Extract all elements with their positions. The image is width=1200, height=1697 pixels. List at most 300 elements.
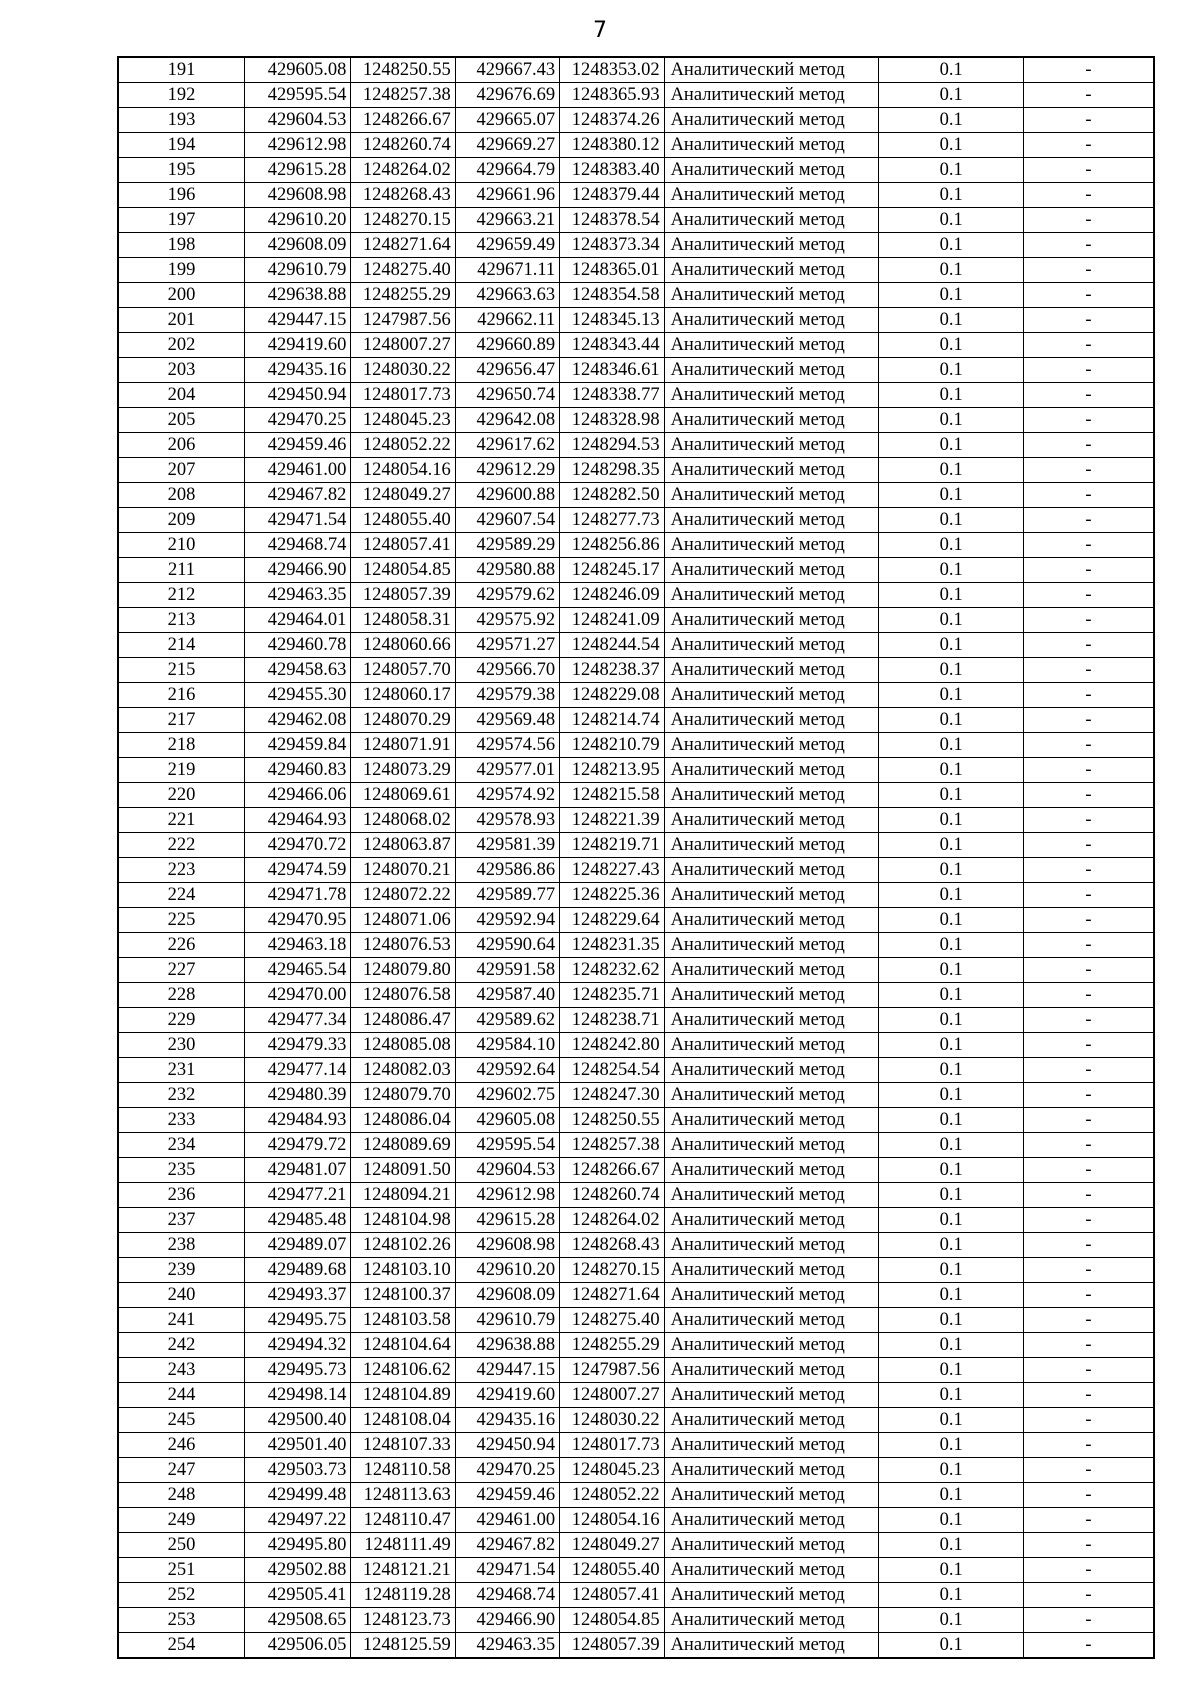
table-row [118, 408, 1154, 433]
x1-cell: 429462.08 [244, 708, 350, 733]
accuracy-cell: 0.1 [879, 1158, 1024, 1183]
accuracy-cell: 0.1 [879, 558, 1024, 583]
method-cell: Аналитический метод [664, 558, 879, 583]
method-cell: Аналитический метод [664, 1458, 879, 1483]
table-row [118, 133, 1154, 158]
x1-cell: 429610.79 [244, 258, 350, 283]
y1-cell: 1248123.73 [351, 1608, 455, 1633]
point-number-cell: 241 [118, 1308, 244, 1333]
note-cell: - [1023, 458, 1154, 483]
x1-cell: 429470.25 [244, 408, 350, 433]
x2-cell: 429471.54 [455, 1558, 559, 1583]
note-cell: - [1023, 433, 1154, 458]
y1-cell: 1248054.16 [351, 458, 455, 483]
x1-cell: 429608.98 [244, 183, 350, 208]
accuracy-cell: 0.1 [879, 1108, 1024, 1133]
accuracy-cell: 0.1 [879, 958, 1024, 983]
accuracy-cell: 0.1 [879, 1583, 1024, 1608]
x2-cell: 429584.10 [455, 1033, 559, 1058]
x1-cell: 429479.33 [244, 1033, 350, 1058]
point-number-cell: 247 [118, 1458, 244, 1483]
method-cell: Аналитический метод [664, 458, 879, 483]
y1-cell: 1248110.47 [351, 1508, 455, 1533]
method-cell: Аналитический метод [664, 1558, 879, 1583]
x2-cell: 429470.25 [455, 1458, 559, 1483]
x1-cell: 429465.54 [244, 958, 350, 983]
point-number-cell: 244 [118, 1383, 244, 1408]
accuracy-cell: 0.1 [879, 108, 1024, 133]
note-cell: - [1023, 1633, 1154, 1659]
method-cell: Аналитический метод [664, 1358, 879, 1383]
table-row [118, 558, 1154, 583]
y2-cell: 1248374.26 [560, 108, 664, 133]
x2-cell: 429617.62 [455, 433, 559, 458]
accuracy-cell: 0.1 [879, 1383, 1024, 1408]
x1-cell: 429480.39 [244, 1083, 350, 1108]
accuracy-cell: 0.1 [879, 208, 1024, 233]
accuracy-cell: 0.1 [879, 1558, 1024, 1583]
point-number-cell: 243 [118, 1358, 244, 1383]
y1-cell: 1248070.21 [351, 858, 455, 883]
table-row [118, 608, 1154, 633]
y2-cell: 1248328.98 [560, 408, 664, 433]
y2-cell: 1248275.40 [560, 1308, 664, 1333]
x1-cell: 429477.21 [244, 1183, 350, 1208]
y2-cell: 1248380.12 [560, 133, 664, 158]
note-cell: - [1023, 833, 1154, 858]
y2-cell: 1248049.27 [560, 1533, 664, 1558]
note-cell: - [1023, 883, 1154, 908]
note-cell: - [1023, 1608, 1154, 1633]
accuracy-cell: 0.1 [879, 508, 1024, 533]
accuracy-cell: 0.1 [879, 1233, 1024, 1258]
x2-cell: 429590.64 [455, 933, 559, 958]
method-cell: Аналитический метод [664, 1283, 879, 1308]
note-cell: - [1023, 658, 1154, 683]
point-number-cell: 235 [118, 1158, 244, 1183]
point-number-cell: 254 [118, 1633, 244, 1659]
y1-cell: 1248264.02 [351, 158, 455, 183]
accuracy-cell: 0.1 [879, 683, 1024, 708]
y1-cell: 1248111.49 [351, 1533, 455, 1558]
point-number-cell: 209 [118, 508, 244, 533]
x1-cell: 429470.72 [244, 833, 350, 858]
table-row [118, 983, 1154, 1008]
accuracy-cell: 0.1 [879, 658, 1024, 683]
point-number-cell: 199 [118, 258, 244, 283]
table-row [118, 1033, 1154, 1058]
table-row [118, 1058, 1154, 1083]
y1-cell: 1248079.70 [351, 1083, 455, 1108]
point-number-cell: 220 [118, 783, 244, 808]
note-cell: - [1023, 608, 1154, 633]
accuracy-cell: 0.1 [879, 483, 1024, 508]
note-cell: - [1023, 958, 1154, 983]
point-number-cell: 246 [118, 1433, 244, 1458]
point-number-cell: 223 [118, 858, 244, 883]
y2-cell: 1248294.53 [560, 433, 664, 458]
x2-cell: 429608.98 [455, 1233, 559, 1258]
method-cell: Аналитический метод [664, 808, 879, 833]
y2-cell: 1248052.22 [560, 1483, 664, 1508]
method-cell: Аналитический метод [664, 1608, 879, 1633]
note-cell: - [1023, 733, 1154, 758]
note-cell: - [1023, 508, 1154, 533]
x2-cell: 429574.92 [455, 783, 559, 808]
accuracy-cell: 0.1 [879, 133, 1024, 158]
point-number-cell: 196 [118, 183, 244, 208]
table-row [118, 933, 1154, 958]
y1-cell: 1247987.56 [351, 308, 455, 333]
x1-cell: 429499.48 [244, 1483, 350, 1508]
x1-cell: 429495.80 [244, 1533, 350, 1558]
y1-cell: 1248089.69 [351, 1133, 455, 1158]
method-cell: Аналитический метод [664, 158, 879, 183]
table-row [118, 1508, 1154, 1533]
method-cell: Аналитический метод [664, 1158, 879, 1183]
y1-cell: 1248057.41 [351, 533, 455, 558]
method-cell: Аналитический метод [664, 183, 879, 208]
y2-cell: 1248247.30 [560, 1083, 664, 1108]
note-cell: - [1023, 408, 1154, 433]
x2-cell: 429589.77 [455, 883, 559, 908]
point-number-cell: 206 [118, 433, 244, 458]
x1-cell: 429615.28 [244, 158, 350, 183]
method-cell: Аналитический метод [664, 1233, 879, 1258]
y2-cell: 1248271.64 [560, 1283, 664, 1308]
x1-cell: 429455.30 [244, 683, 350, 708]
note-cell: - [1023, 1333, 1154, 1358]
x2-cell: 429587.40 [455, 983, 559, 1008]
x2-cell: 429671.11 [455, 258, 559, 283]
x2-cell: 429581.39 [455, 833, 559, 858]
table-row [118, 258, 1154, 283]
method-cell: Аналитический метод [664, 1133, 879, 1158]
y2-cell: 1248246.09 [560, 583, 664, 608]
table-row [118, 1408, 1154, 1433]
y2-cell: 1248298.35 [560, 458, 664, 483]
table-row [118, 1283, 1154, 1308]
table-row [118, 1583, 1154, 1608]
accuracy-cell: 0.1 [879, 183, 1024, 208]
note-cell: - [1023, 308, 1154, 333]
point-number-cell: 203 [118, 358, 244, 383]
x2-cell: 429600.88 [455, 483, 559, 508]
note-cell: - [1023, 708, 1154, 733]
note-cell: - [1023, 1083, 1154, 1108]
point-number-cell: 221 [118, 808, 244, 833]
x1-cell: 429595.54 [244, 83, 350, 108]
y1-cell: 1248045.23 [351, 408, 455, 433]
x2-cell: 429571.27 [455, 633, 559, 658]
accuracy-cell: 0.1 [879, 1208, 1024, 1233]
method-cell: Аналитический метод [664, 333, 879, 358]
y2-cell: 1248054.16 [560, 1508, 664, 1533]
x1-cell: 429474.59 [244, 858, 350, 883]
accuracy-cell: 0.1 [879, 783, 1024, 808]
point-number-cell: 232 [118, 1083, 244, 1108]
y1-cell: 1248069.61 [351, 783, 455, 808]
y1-cell: 1248094.21 [351, 1183, 455, 1208]
y2-cell: 1248057.39 [560, 1633, 664, 1659]
x1-cell: 429493.37 [244, 1283, 350, 1308]
x1-cell: 429494.32 [244, 1333, 350, 1358]
accuracy-cell: 0.1 [879, 1508, 1024, 1533]
accuracy-cell: 0.1 [879, 1433, 1024, 1458]
note-cell: - [1023, 233, 1154, 258]
x1-cell: 429471.54 [244, 508, 350, 533]
table-row [118, 1008, 1154, 1033]
y1-cell: 1248091.50 [351, 1158, 455, 1183]
method-cell: Аналитический метод [664, 1333, 879, 1358]
accuracy-cell: 0.1 [879, 383, 1024, 408]
y2-cell: 1248055.40 [560, 1558, 664, 1583]
y2-cell: 1248260.74 [560, 1183, 664, 1208]
table-row [118, 433, 1154, 458]
method-cell: Аналитический метод [664, 1583, 879, 1608]
accuracy-cell: 0.1 [879, 1458, 1024, 1483]
table-row [118, 1333, 1154, 1358]
note-cell: - [1023, 1133, 1154, 1158]
note-cell: - [1023, 208, 1154, 233]
table-row [118, 658, 1154, 683]
method-cell: Аналитический метод [664, 1508, 879, 1533]
x2-cell: 429642.08 [455, 408, 559, 433]
y2-cell: 1247987.56 [560, 1358, 664, 1383]
x2-cell: 429615.28 [455, 1208, 559, 1233]
y2-cell: 1248030.22 [560, 1408, 664, 1433]
y1-cell: 1248079.80 [351, 958, 455, 983]
y1-cell: 1248104.98 [351, 1208, 455, 1233]
method-cell: Аналитический метод [664, 408, 879, 433]
y1-cell: 1248110.58 [351, 1458, 455, 1483]
accuracy-cell: 0.1 [879, 633, 1024, 658]
y2-cell: 1248219.71 [560, 833, 664, 858]
note-cell: - [1023, 183, 1154, 208]
note-cell: - [1023, 1158, 1154, 1183]
y2-cell: 1248229.08 [560, 683, 664, 708]
y1-cell: 1248063.87 [351, 833, 455, 858]
note-cell: - [1023, 1258, 1154, 1283]
point-number-cell: 211 [118, 558, 244, 583]
x2-cell: 429610.20 [455, 1258, 559, 1283]
y1-cell: 1248119.28 [351, 1583, 455, 1608]
method-cell: Аналитический метод [664, 908, 879, 933]
x2-cell: 429569.48 [455, 708, 559, 733]
accuracy-cell: 0.1 [879, 1408, 1024, 1433]
note-cell: - [1023, 1408, 1154, 1433]
y1-cell: 1248082.03 [351, 1058, 455, 1083]
accuracy-cell: 0.1 [879, 1483, 1024, 1508]
x1-cell: 429495.75 [244, 1308, 350, 1333]
x1-cell: 429505.41 [244, 1583, 350, 1608]
table-row [118, 833, 1154, 858]
method-cell: Аналитический метод [664, 708, 879, 733]
y1-cell: 1248060.17 [351, 683, 455, 708]
x1-cell: 429435.16 [244, 358, 350, 383]
y1-cell: 1248260.74 [351, 133, 455, 158]
point-number-cell: 195 [118, 158, 244, 183]
y1-cell: 1248121.21 [351, 1558, 455, 1583]
table-row [118, 83, 1154, 108]
x2-cell: 429650.74 [455, 383, 559, 408]
table-row [118, 1133, 1154, 1158]
point-number-cell: 242 [118, 1333, 244, 1358]
y2-cell: 1248378.54 [560, 208, 664, 233]
method-cell: Аналитический метод [664, 658, 879, 683]
point-number-cell: 249 [118, 1508, 244, 1533]
x1-cell: 429604.53 [244, 108, 350, 133]
y1-cell: 1248104.89 [351, 1383, 455, 1408]
y2-cell: 1248257.38 [560, 1133, 664, 1158]
note-cell: - [1023, 1033, 1154, 1058]
note-cell: - [1023, 158, 1154, 183]
note-cell: - [1023, 558, 1154, 583]
x2-cell: 429661.96 [455, 183, 559, 208]
x2-cell: 429419.60 [455, 1383, 559, 1408]
y1-cell: 1248030.22 [351, 358, 455, 383]
table-row [118, 958, 1154, 983]
method-cell: Аналитический метод [664, 433, 879, 458]
x2-cell: 429577.01 [455, 758, 559, 783]
accuracy-cell: 0.1 [879, 1033, 1024, 1058]
point-number-cell: 225 [118, 908, 244, 933]
note-cell: - [1023, 1433, 1154, 1458]
y2-cell: 1248213.95 [560, 758, 664, 783]
accuracy-cell: 0.1 [879, 233, 1024, 258]
point-number-cell: 213 [118, 608, 244, 633]
method-cell: Аналитический метод [664, 883, 879, 908]
note-cell: - [1023, 933, 1154, 958]
table-row [118, 858, 1154, 883]
point-number-cell: 204 [118, 383, 244, 408]
table-row [118, 1308, 1154, 1333]
y1-cell: 1248275.40 [351, 258, 455, 283]
x1-cell: 429460.83 [244, 758, 350, 783]
x1-cell: 429489.68 [244, 1258, 350, 1283]
accuracy-cell: 0.1 [879, 1083, 1024, 1108]
method-cell: Аналитический метод [664, 1408, 879, 1433]
table-row [118, 108, 1154, 133]
table-row [118, 1083, 1154, 1108]
y2-cell: 1248254.54 [560, 1058, 664, 1083]
note-cell: - [1023, 908, 1154, 933]
y1-cell: 1248054.85 [351, 558, 455, 583]
table-row [118, 1258, 1154, 1283]
note-cell: - [1023, 133, 1154, 158]
x1-cell: 429463.35 [244, 583, 350, 608]
y1-cell: 1248071.06 [351, 908, 455, 933]
note-cell: - [1023, 483, 1154, 508]
note-cell: - [1023, 1058, 1154, 1083]
point-number-cell: 219 [118, 758, 244, 783]
x2-cell: 429468.74 [455, 1583, 559, 1608]
x2-cell: 429612.29 [455, 458, 559, 483]
table-row [118, 1183, 1154, 1208]
point-number-cell: 233 [118, 1108, 244, 1133]
x1-cell: 429497.22 [244, 1508, 350, 1533]
method-cell: Аналитический метод [664, 1483, 879, 1508]
table-row [118, 1208, 1154, 1233]
accuracy-cell: 0.1 [879, 1308, 1024, 1333]
y2-cell: 1248221.39 [560, 808, 664, 833]
accuracy-cell: 0.1 [879, 883, 1024, 908]
x2-cell: 429608.09 [455, 1283, 559, 1308]
point-number-cell: 193 [118, 108, 244, 133]
y1-cell: 1248058.31 [351, 608, 455, 633]
accuracy-cell: 0.1 [879, 983, 1024, 1008]
note-cell: - [1023, 1508, 1154, 1533]
y2-cell: 1248232.62 [560, 958, 664, 983]
method-cell: Аналитический метод [664, 1258, 879, 1283]
method-cell: Аналитический метод [664, 108, 879, 133]
method-cell: Аналитический метод [664, 858, 879, 883]
table-row [118, 358, 1154, 383]
x2-cell: 429586.86 [455, 858, 559, 883]
method-cell: Аналитический метод [664, 683, 879, 708]
x1-cell: 429503.73 [244, 1458, 350, 1483]
method-cell: Аналитический метод [664, 633, 879, 658]
point-number-cell: 210 [118, 533, 244, 558]
y1-cell: 1248103.58 [351, 1308, 455, 1333]
point-number-cell: 245 [118, 1408, 244, 1433]
x1-cell: 429481.07 [244, 1158, 350, 1183]
accuracy-cell: 0.1 [879, 533, 1024, 558]
y2-cell: 1248383.40 [560, 158, 664, 183]
method-cell: Аналитический метод [664, 1183, 879, 1208]
accuracy-cell: 0.1 [879, 1258, 1024, 1283]
x1-cell: 429612.98 [244, 133, 350, 158]
method-cell: Аналитический метод [664, 1308, 879, 1333]
x2-cell: 429660.89 [455, 333, 559, 358]
x2-cell: 429591.58 [455, 958, 559, 983]
y2-cell: 1248266.67 [560, 1158, 664, 1183]
method-cell: Аналитический метод [664, 1533, 879, 1558]
point-number-cell: 252 [118, 1583, 244, 1608]
y1-cell: 1248072.22 [351, 883, 455, 908]
x1-cell: 429495.73 [244, 1358, 350, 1383]
note-cell: - [1023, 1533, 1154, 1558]
y2-cell: 1248229.64 [560, 908, 664, 933]
y1-cell: 1248266.67 [351, 108, 455, 133]
table-row [118, 1233, 1154, 1258]
accuracy-cell: 0.1 [879, 433, 1024, 458]
method-cell: Аналитический метод [664, 133, 879, 158]
accuracy-cell: 0.1 [879, 583, 1024, 608]
accuracy-cell: 0.1 [879, 1358, 1024, 1383]
y1-cell: 1248113.63 [351, 1483, 455, 1508]
point-number-cell: 200 [118, 283, 244, 308]
page-number: 7 [593, 18, 607, 43]
y1-cell: 1248106.62 [351, 1358, 455, 1383]
x2-cell: 429662.11 [455, 308, 559, 333]
y1-cell: 1248257.38 [351, 83, 455, 108]
x2-cell: 429435.16 [455, 1408, 559, 1433]
method-cell: Аналитический метод [664, 208, 879, 233]
x1-cell: 429500.40 [244, 1408, 350, 1433]
point-number-cell: 208 [118, 483, 244, 508]
table-row [118, 158, 1154, 183]
y1-cell: 1248071.91 [351, 733, 455, 758]
y2-cell: 1248343.44 [560, 333, 664, 358]
accuracy-cell: 0.1 [879, 258, 1024, 283]
table-row [118, 583, 1154, 608]
point-number-cell: 201 [118, 308, 244, 333]
x2-cell: 429659.49 [455, 233, 559, 258]
y2-cell: 1248346.61 [560, 358, 664, 383]
x2-cell: 429592.64 [455, 1058, 559, 1083]
x2-cell: 429466.90 [455, 1608, 559, 1633]
